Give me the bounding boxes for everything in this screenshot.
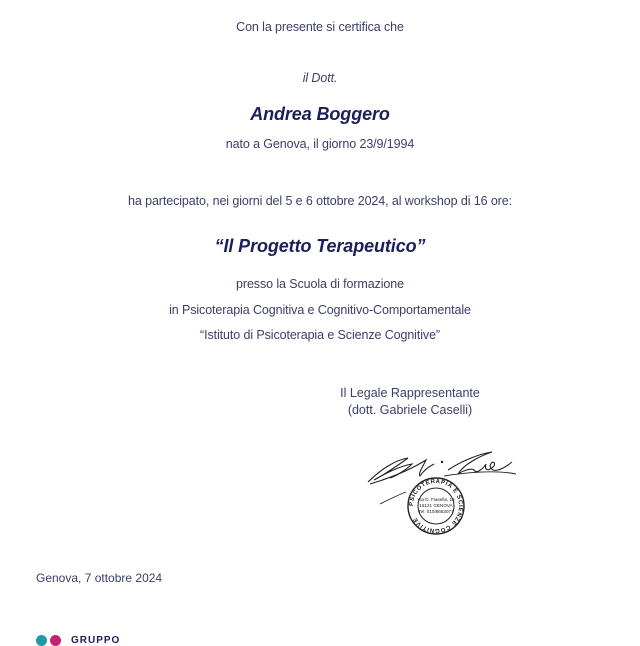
stamp-address-2: 16121 GENOVA xyxy=(419,503,453,508)
recipient-title: il Dott. xyxy=(302,71,338,85)
stamp-ring-text: PSICOTERAPIA E SCIENZE COGNITIVE xyxy=(408,478,464,534)
place-and-date: Genova, 7 ottobre 2024 xyxy=(36,571,163,585)
recipient-birth-info: nato a Genova, il giorno 23/9/1994 xyxy=(225,137,415,151)
school-line-1: presso la Scuola di formazione xyxy=(236,277,404,291)
stamp-address-1: Via D. Fiasella, 16 xyxy=(417,497,455,502)
signature-and-stamp xyxy=(360,440,530,540)
logo-dot-magenta-icon xyxy=(50,635,61,646)
stamp-address-3: Tel. 010/8683077 xyxy=(418,509,454,514)
signatory-name: (dott. Gabriele Caselli) xyxy=(347,403,473,417)
workshop-title: “Il Progetto Terapeutico” xyxy=(214,236,426,256)
organization-logo xyxy=(36,634,120,646)
signatory-role: Il Legale Rappresentante xyxy=(340,386,480,400)
school-line-3: “Istituto di Psicoterapia e Scienze Cognitive” xyxy=(200,328,440,342)
recipient-name: Andrea Boggero xyxy=(250,104,390,124)
intro-text: Con la presente si certifica che xyxy=(236,20,404,34)
school-line-2: in Psicoterapia Cognitiva e Cognitivo-Comportamentale xyxy=(169,303,471,317)
logo-text: GRUPPO xyxy=(71,634,121,646)
logo-dot-teal-icon xyxy=(36,635,47,646)
signature-icon xyxy=(360,440,530,540)
participation-text: ha partecipato, nei giorni del 5 e 6 ottobre 2024, al workshop di 16 ore: xyxy=(128,194,512,208)
